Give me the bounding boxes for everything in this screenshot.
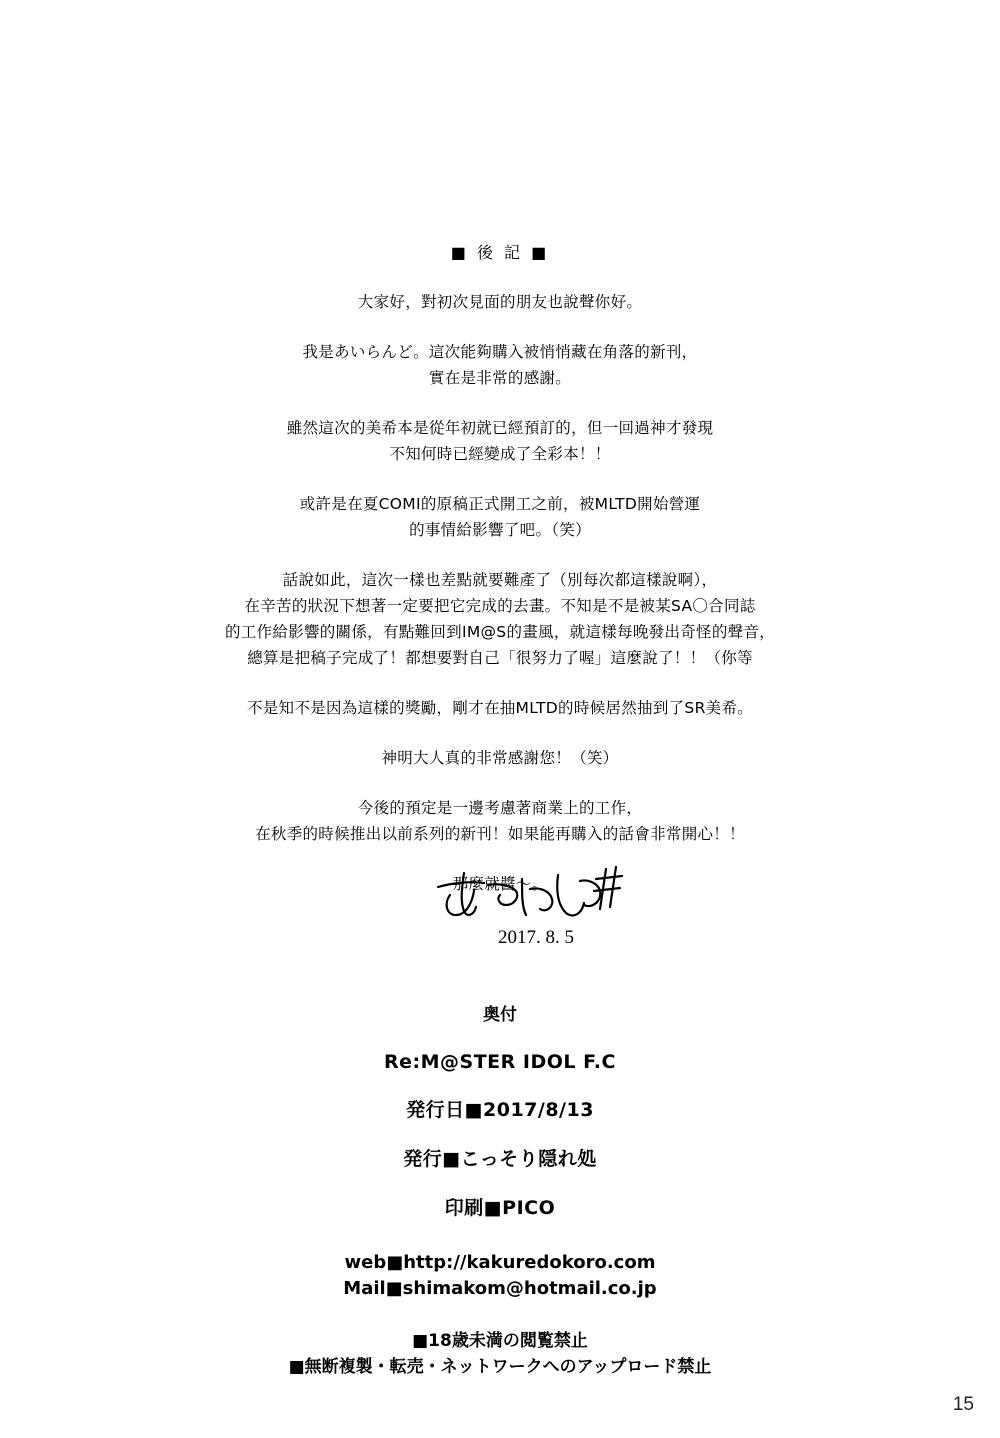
afterword-line: 在辛苦的狀況下想著一定要把它完成的去畫。不知是不是被某SA〇合同誌 bbox=[244, 597, 756, 615]
afterword-paragraph bbox=[0, 491, 1000, 543]
afterword-line: 總算是把稿子完成了！都想要對自己「很努力了喔」這麼說了！！（你等 bbox=[247, 649, 753, 667]
afterword-paragraph bbox=[0, 745, 1000, 771]
handwritten-signature-icon bbox=[430, 865, 660, 955]
afterword-paragraph bbox=[0, 339, 1000, 391]
colophon-web[interactable]: web■http://kakuredokoro.com bbox=[344, 1252, 656, 1273]
colophon-warning bbox=[0, 1328, 1000, 1380]
colophon-work-title: Re:M@STER IDOL F.C bbox=[384, 1051, 616, 1073]
afterword-paragraph bbox=[0, 415, 1000, 467]
afterword-paragraph bbox=[0, 289, 1000, 315]
colophon-title: 奥付 bbox=[483, 1005, 517, 1025]
afterword-line: 雖然這次的美希本是從年初就已經預訂的，但一回過神才發現 bbox=[286, 419, 714, 437]
afterword-line: 今後的預定是一邊考慮著商業上的工作， bbox=[357, 799, 643, 817]
colophon-section bbox=[0, 1000, 1000, 1380]
afterword-line: 那麼就醬〜。 bbox=[452, 875, 548, 893]
afterword-line: 的事情給影響了吧。（笑） bbox=[409, 521, 591, 539]
signature-area bbox=[0, 865, 1000, 955]
afterword-line: 在秋季的時候推出以前系列的新刊！如果能再購入的話會非常開心！！ bbox=[255, 825, 745, 843]
afterword-paragraph bbox=[0, 795, 1000, 847]
colophon-mail[interactable]: Mail■shimakom@hotmail.co.jp bbox=[343, 1278, 657, 1299]
afterword-line: 大家好，對初次見面的朋友也說聲你好。 bbox=[357, 293, 643, 311]
colophon-printer: 印刷■PICO bbox=[444, 1197, 556, 1219]
afterword-paragraph bbox=[0, 695, 1000, 721]
afterword-line: 不是知不是因為這樣的獎勵，剛才在抽MLTD的時候居然抽到了SR美希。 bbox=[246, 699, 754, 717]
afterword-line: 實在是非常的感謝。 bbox=[428, 369, 572, 387]
afterword-section bbox=[0, 240, 1000, 921]
afterword-line: 不知何時已經變成了全彩本！！ bbox=[389, 445, 611, 463]
colophon-publish-date: 発行日■2017/8/13 bbox=[406, 1099, 594, 1121]
afterword-line: 的工作給影響的關係，有點難回到IM@S的畫風，就這樣每晚發出奇怪的聲音， bbox=[224, 623, 776, 641]
afterword-paragraph bbox=[0, 567, 1000, 671]
colophon-publisher: 発行■こっそり隠れ処 bbox=[403, 1148, 597, 1170]
afterword-line: 話說如此，這次一樣也差點就要難產了（別每次都這樣說啊）， bbox=[282, 571, 718, 589]
warning-age-restriction: ■18歳未満の閲覧禁止 bbox=[412, 1331, 588, 1351]
afterword-line: 我是あいらんど。這次能夠購入被悄悄藏在角落的新刊， bbox=[302, 343, 698, 361]
afterword-line: 或許是在夏COMI的原稿正式開工之前，被MLTD開始營運 bbox=[299, 495, 701, 513]
warning-no-reproduction: ■無断複製・転売・ネットワークへのアップロード禁止 bbox=[288, 1357, 712, 1377]
afterword-line: 神明大人真的非常感謝您！（笑） bbox=[381, 749, 619, 767]
signature-date: 2017. 8. 5 bbox=[498, 927, 574, 948]
colophon-contact bbox=[0, 1250, 1000, 1302]
afterword-heading: ■ 後 記 ■ bbox=[450, 243, 550, 262]
page-number: 15 bbox=[952, 1394, 974, 1415]
